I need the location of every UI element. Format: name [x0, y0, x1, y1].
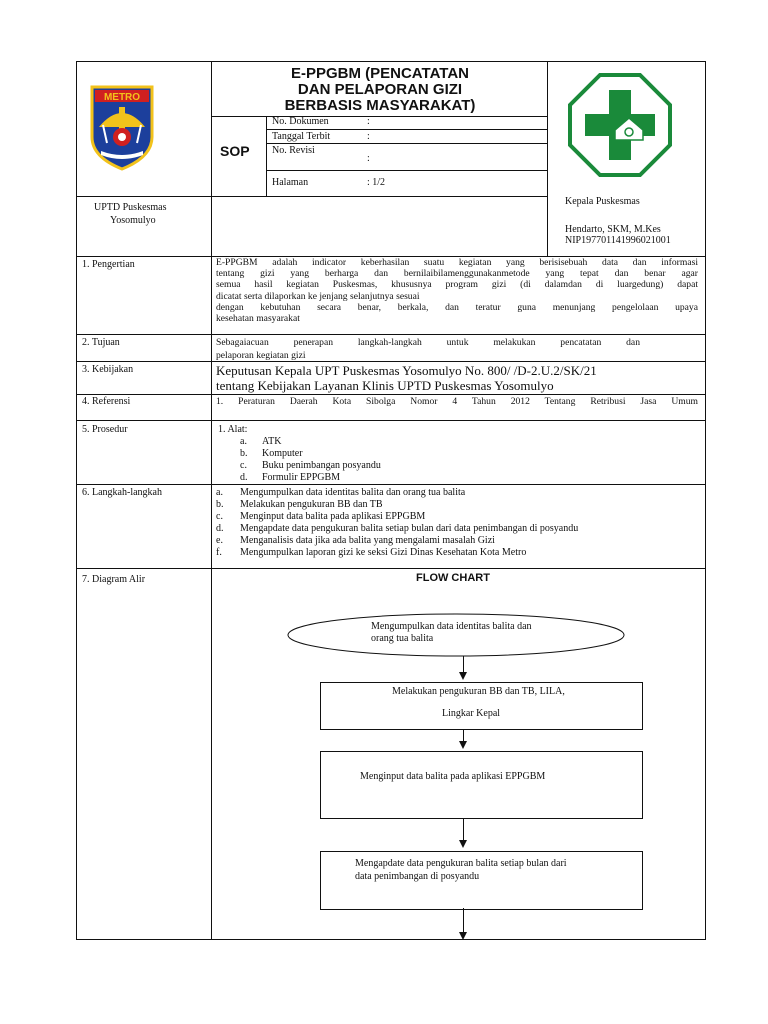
pengertian-line: semua hasil kegiatan Puskesmas, khususnya program gizi (di dalamdan di luargedung) dapat: [216, 279, 698, 291]
flow-arrow: [463, 818, 464, 840]
flow-arrow: [463, 656, 464, 672]
label-langkah: 6. Langkah-langkah: [82, 487, 162, 498]
flow-step-3: [320, 751, 643, 819]
meta-label-tanggal: Tanggal Terbit: [272, 131, 331, 142]
langkah-item: Mengumpulkan data identitas balita dan orang tua balita: [240, 487, 466, 498]
pengertian-line: dengan kebutuhan secara benar, berkala, dan teratur guna menunjang pengelolaan upaya: [216, 301, 698, 313]
langkah-item: Menginput data balita pada aplikasi EPPGBM: [240, 511, 426, 522]
pengertian-line: E-PPGBM adalah indicator keberhasilan suatu kegiatan yang berisisebuah data dan informasi: [216, 257, 698, 268]
label-prosedur: 5. Prosedur: [82, 424, 128, 435]
sign-name: Hendarto, SKM, M.Kes: [565, 224, 661, 235]
title-line-1: E-PPGBM (PENCATATAN: [290, 65, 470, 82]
puskesmas-logo: [567, 72, 673, 178]
flow-step-2-line-1: Melakukan pengukuran BB dan TB, LILA,: [392, 686, 565, 697]
prosedur-item: Buku penimbangan posyandu: [262, 460, 381, 471]
pengertian-text: [216, 257, 698, 324]
label-referensi: 4. Referensi: [82, 396, 131, 407]
meta-label-halaman: Halaman: [272, 177, 309, 188]
prosedur-marker: b.: [240, 448, 248, 459]
pengertian-line: tentang gizi yang berharga dan bernilaibilamenggunakanmetode yang tepat dan benar agar: [216, 268, 698, 280]
tujuan-line: pelaporan kegiatan gizi: [216, 350, 306, 361]
meta-label-revisi: No. Revisi: [272, 145, 315, 156]
sop-label: SOP: [220, 143, 250, 159]
meta-value-tanggal: :: [367, 131, 370, 142]
meta-value-dokumen: :: [367, 116, 370, 127]
langkah-item: Menganalisis data jika ada balita yang mengalami masalah Gizi: [240, 535, 495, 546]
prosedur-item: ATK: [262, 436, 282, 447]
flowchart-title: FLOW CHART: [416, 572, 490, 584]
arrow-down-icon: [459, 840, 467, 848]
prosedur-heading: 1. Alat:: [218, 424, 248, 435]
flow-step-1-line-2: orang tua balita: [371, 633, 434, 644]
meta-value-halaman: : 1/2: [367, 177, 386, 188]
langkah-marker: d.: [216, 523, 224, 534]
langkah-item: Mengumpulkan laporan gizi ke seksi Gizi Dinas Kesehatan Kota Metro: [240, 547, 527, 558]
label-tujuan: 2. Tujuan: [82, 337, 120, 348]
sign-title: Kepala Puskesmas: [565, 196, 640, 207]
arrow-down-icon: [459, 672, 467, 680]
org-line-2: Yosomulyo: [110, 215, 156, 226]
meta-label-dokumen: No. Dokumen: [272, 116, 329, 127]
kebijakan-line-1: Keputusan Kepala UPT Puskesmas Yosomulyo No. 800/ /D-2.U.2/SK/21: [216, 363, 597, 378]
langkah-marker: b.: [216, 499, 224, 510]
prosedur-marker: c.: [240, 460, 247, 471]
langkah-marker: c.: [216, 511, 223, 522]
flow-step-3-line-1: Menginput data balita pada aplikasi EPPGBM: [360, 771, 546, 782]
metro-logo: [89, 85, 155, 171]
pengertian-line: kesehatan masyarakat: [216, 313, 300, 325]
arrow-down-icon: [459, 741, 467, 749]
prosedur-marker: a.: [240, 436, 247, 447]
label-diagram: 7. Diagram Alir: [82, 574, 146, 585]
org-line-1: UPTD Puskesmas: [94, 202, 167, 213]
flow-step-1: [286, 612, 626, 658]
tujuan-line: Sebagaiacuan penerapan langkah-langkah untuk melakukan pencatatan dan: [216, 337, 640, 348]
langkah-marker: a.: [216, 487, 223, 498]
prosedur-item: Formulir EPPGBM: [262, 472, 341, 483]
tujuan-text: [216, 336, 640, 362]
title-line-2: DAN PELAPORAN GIZI: [297, 81, 463, 98]
pengertian-line: dicatat serta dilaporkan ke jenjang selanjutnya sesuai: [216, 290, 420, 302]
flow-step-2-line-2: Lingkar Kepal: [442, 708, 501, 719]
sign-nip: NIP197701141996021001: [565, 235, 671, 246]
label-pengertian: 1. Pengertian: [82, 259, 135, 270]
flow-step-4-line-1: Mengapdate data pengukuran balita setiap bulan dari: [355, 858, 567, 869]
flow-step-1-line-1: Mengumpulkan data identitas balita dan: [371, 621, 532, 632]
prosedur-item: Komputer: [262, 448, 303, 459]
langkah-marker: e.: [216, 535, 223, 546]
langkah-item: Mengapdate data pengukuran balita setiap bulan dari data penimbangan di posyandu: [240, 523, 579, 534]
kebijakan-line-2: tentang Kebijakan Layanan Klinis UPTD Puskesmas Yosomulyo: [216, 378, 554, 393]
flow-arrow: [463, 908, 464, 932]
flow-arrow: [463, 729, 464, 741]
referensi-line: 1. Peraturan Daerah Kota Sibolga Nomor 4 Tahun 2012 Tentang Retribusi Jasa Umum: [216, 396, 698, 407]
flow-step-4-line-2: data penimbangan di posyandu: [355, 871, 480, 882]
meta-value-revisi: :: [367, 153, 370, 164]
arrow-down-icon: [459, 932, 467, 940]
page-title: [213, 66, 547, 114]
label-kebijakan: 3. Kebijakan: [82, 364, 134, 375]
langkah-marker: f.: [216, 547, 222, 558]
title-line-3: BERBASIS MASYARAKAT): [284, 97, 476, 114]
referensi-text: [216, 396, 698, 407]
langkah-item: Melakukan pengukuran BB dan TB: [240, 499, 383, 510]
prosedur-marker: d.: [240, 472, 248, 483]
metro-logo-text: METRO: [103, 92, 141, 103]
